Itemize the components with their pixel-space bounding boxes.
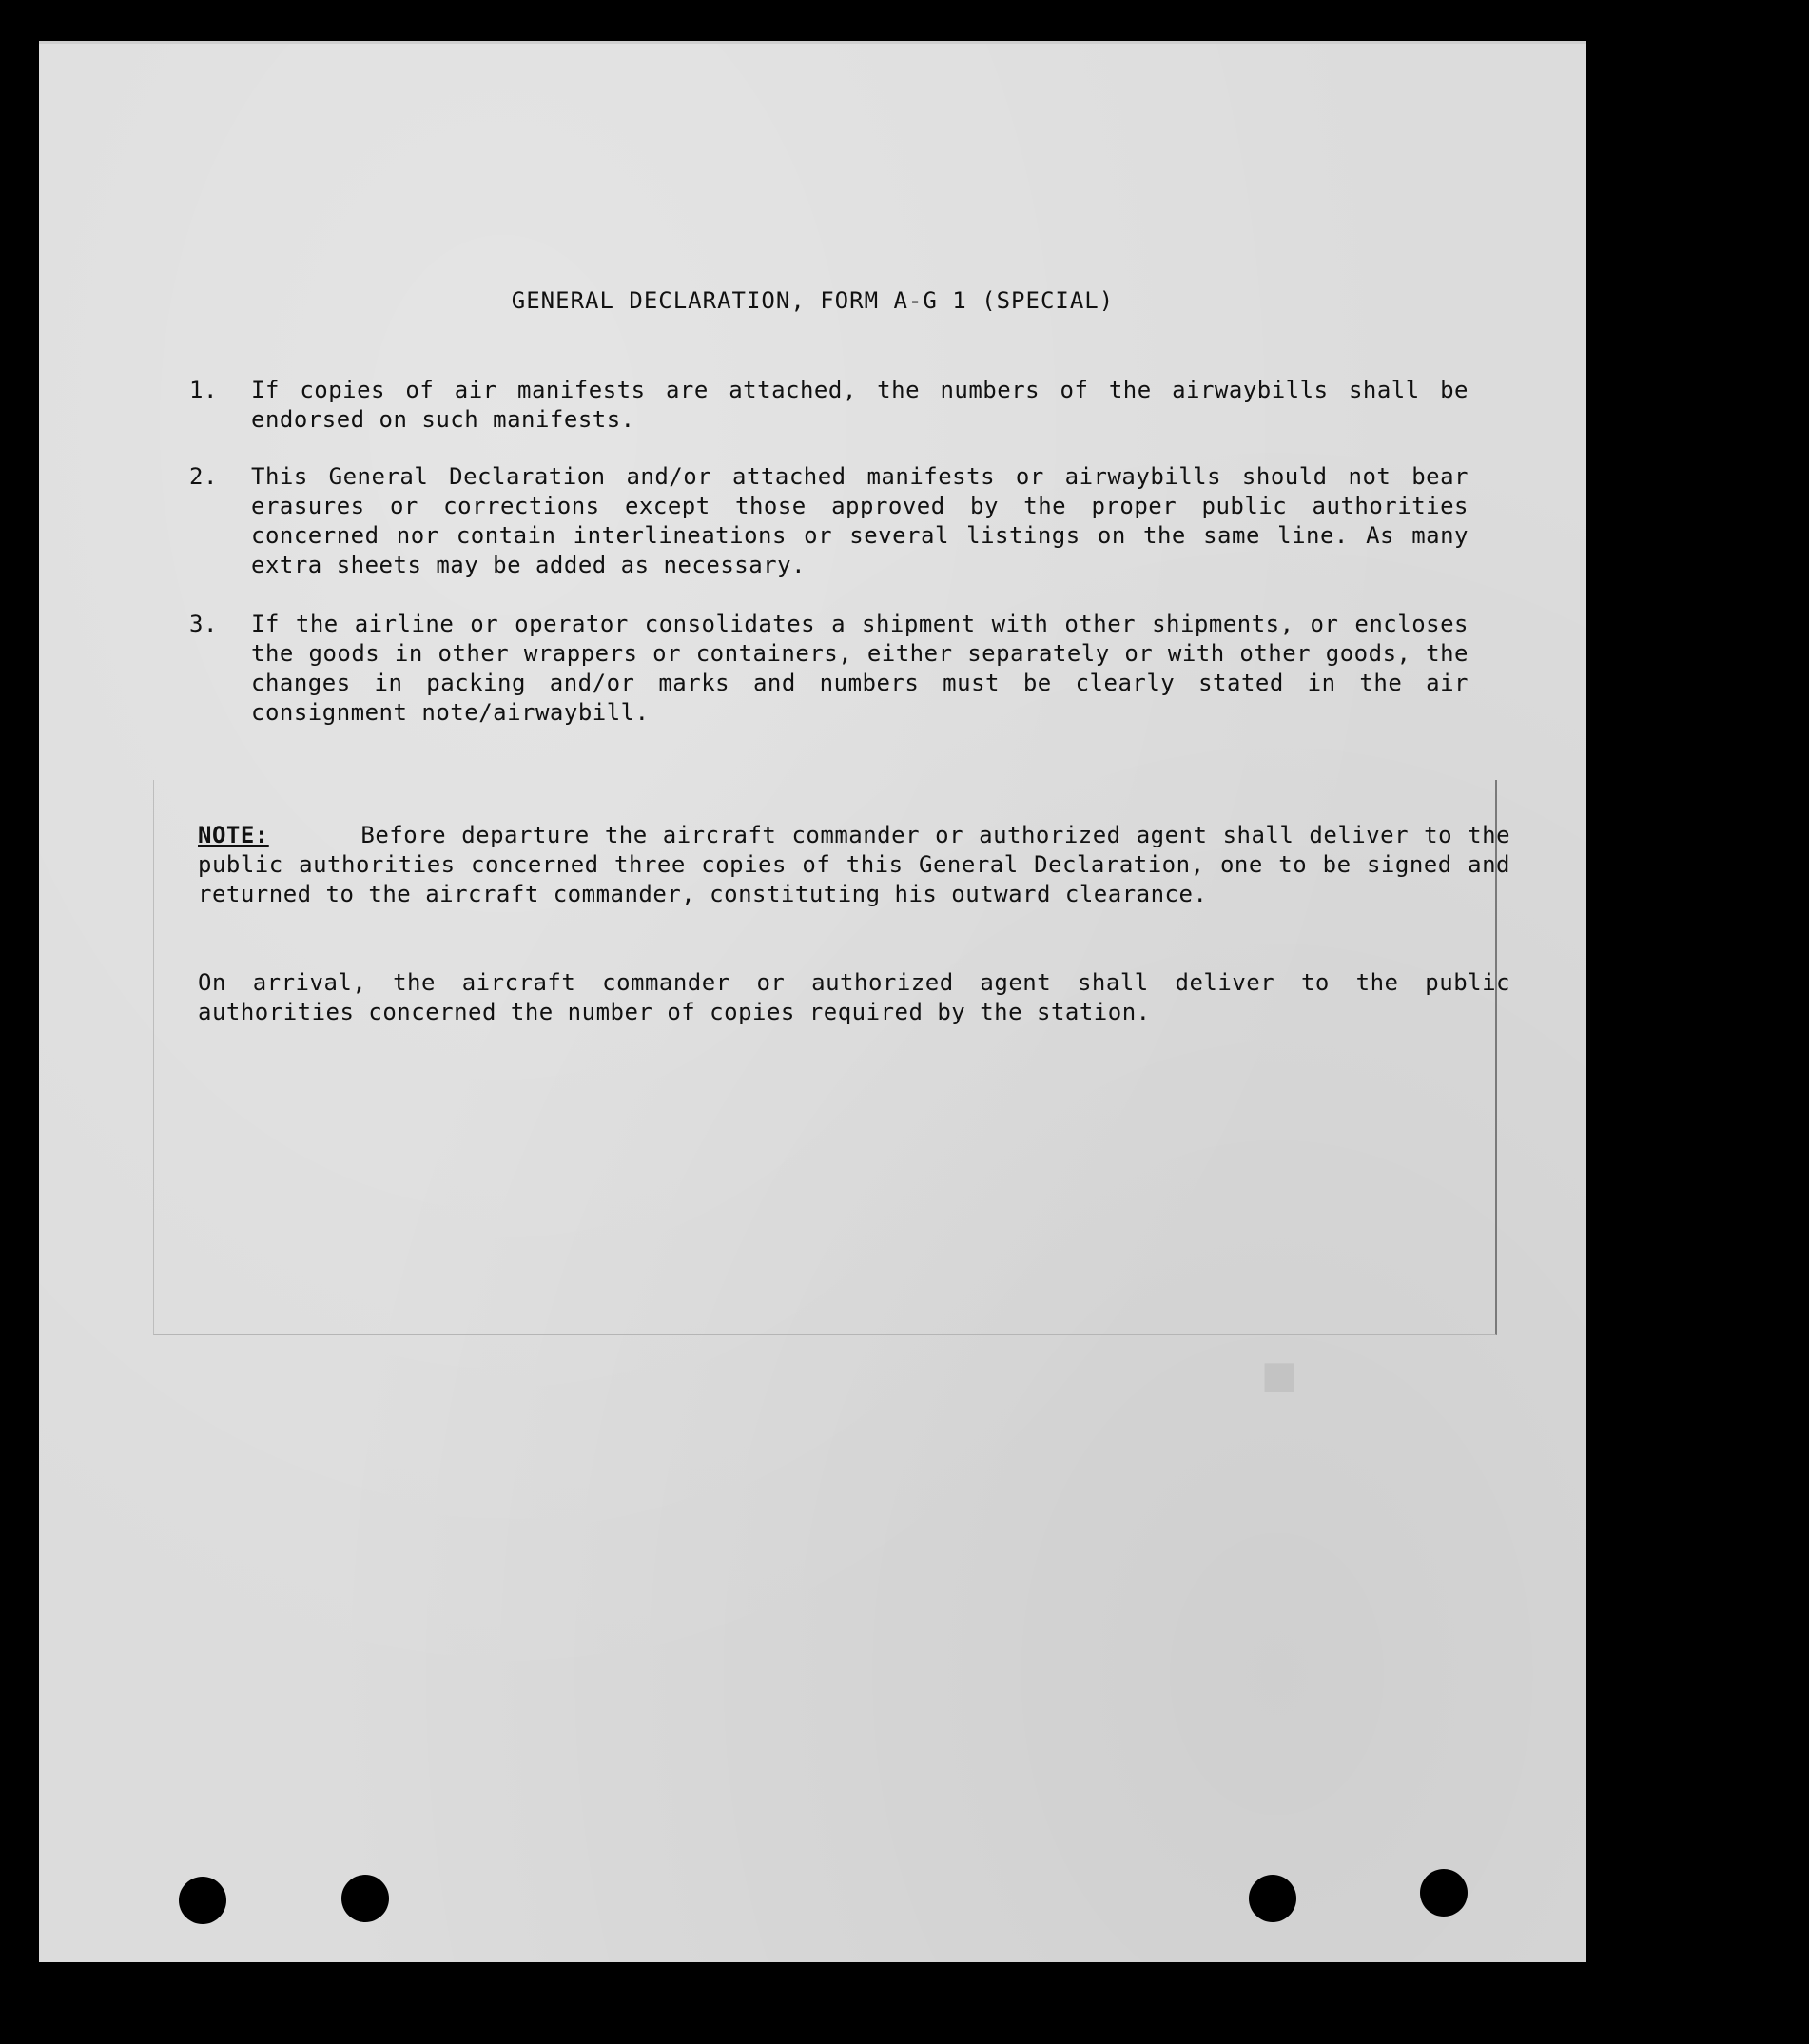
punch-hole — [1249, 1875, 1296, 1922]
document-body — [39, 41, 1586, 1962]
document-page — [39, 41, 1586, 1962]
note-spacer — [284, 822, 345, 848]
item-number: 1. — [189, 377, 218, 403]
item-text: If copies of air manifests are attached, the numbers of the airwaybills shall be endorsed on such manifests. — [251, 377, 1469, 433]
page-title: GENERAL DECLARATION, FORM A-G 1 (SPECIAL) — [511, 287, 1115, 314]
item-text: If the airline or operator consolidates a shipment with other shipments, or encloses the goods in other wrappers or containers, either separately or with other goods, the changes in packing and/or marks and numbers must be clearly stated in the air consignment note/airwaybill. — [251, 611, 1469, 726]
note-text: Before departure the aircraft commander or authorized agent shall deliver to the public authorities concerned three copies of this General Declaration, one to be signed and returned to the aircraft commander, constituting his outward clearance. — [198, 822, 1511, 907]
item-number: 3. — [189, 611, 218, 637]
item-number: 2. — [189, 463, 218, 490]
bleed-through-mark: ■ — [1261, 1353, 1301, 1397]
item-text: This General Declaration and/or attached manifests or airwaybills should not bear erasures or corrections except those approved by the proper public authorities concerned nor contain interlineations or several listings on the same line. As many extra sheets may be added as necessary. — [251, 463, 1469, 578]
arrival-paragraph: On arrival, the aircraft commander or authorized agent shall deliver to the public authorities concerned the number of copies required by the station. — [198, 969, 1510, 1025]
punch-hole — [341, 1875, 389, 1922]
note-label: NOTE: — [198, 822, 269, 848]
punch-hole — [179, 1877, 226, 1924]
punch-hole — [1420, 1869, 1468, 1917]
note-paragraph — [198, 821, 1510, 909]
